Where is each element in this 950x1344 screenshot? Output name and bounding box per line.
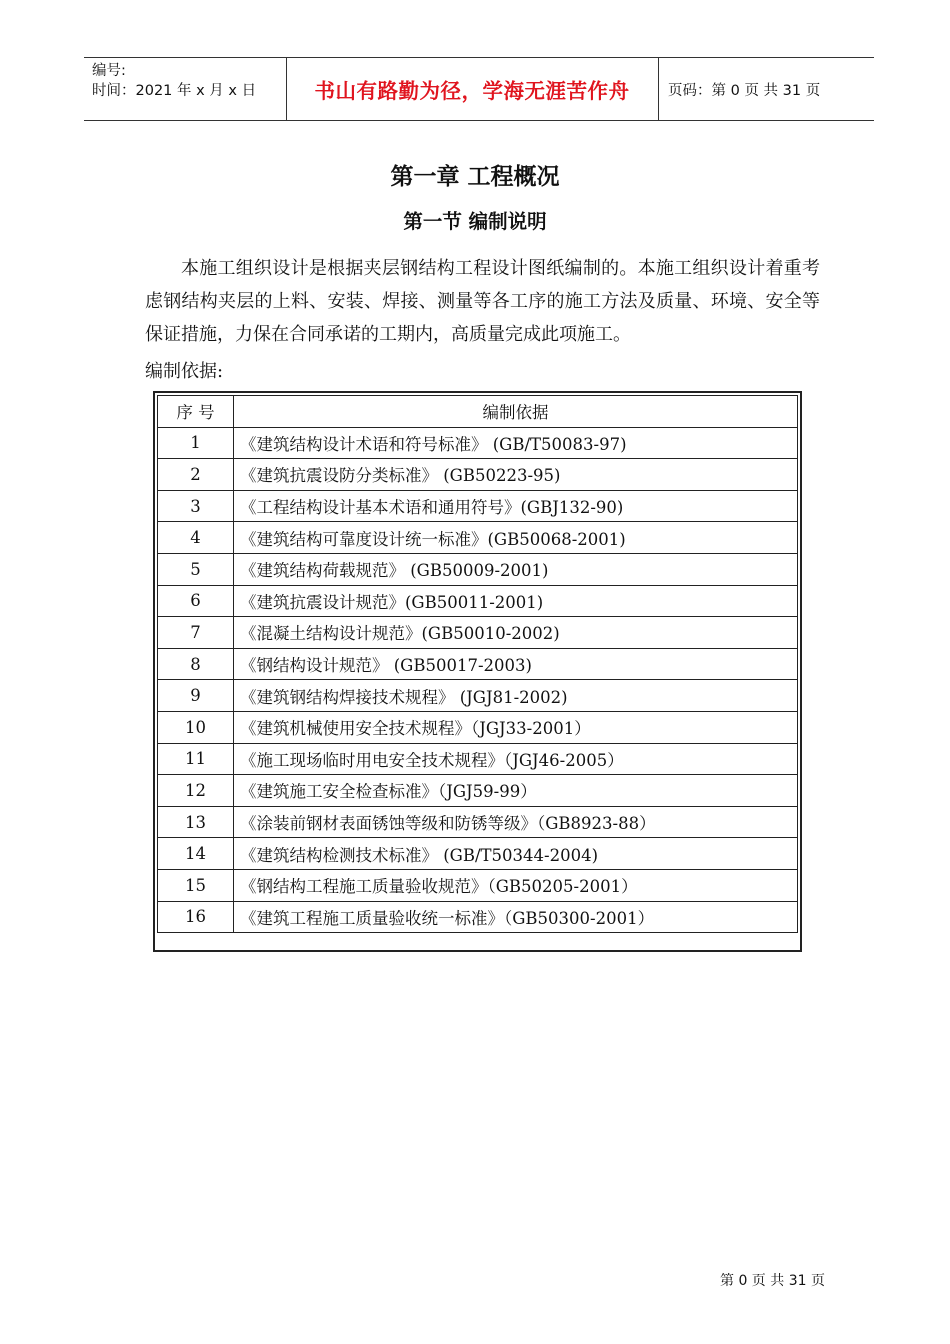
row-number: 15 (158, 869, 234, 901)
row-number: 10 (158, 711, 234, 743)
table-row (158, 648, 798, 680)
row-standard: 《钢结构工程施工质量验收规范》（GB50205-2001） (234, 869, 798, 901)
document-number-label: 编号: (92, 63, 126, 79)
row-number: 12 (158, 775, 234, 807)
table-row (158, 585, 798, 617)
table-row (158, 553, 798, 585)
table-row (158, 743, 798, 775)
table-row (158, 522, 798, 554)
row-standard: 《钢结构设计规范》 (GB50017-2003) (234, 648, 798, 680)
row-standard: 《建筑结构可靠度设计统一标准》(GB50068-2001) (234, 522, 798, 554)
table-row (158, 711, 798, 743)
table-row (158, 490, 798, 522)
row-standard: 《建筑抗震设防分类标准》 (GB50223-95) (234, 459, 798, 491)
header-meta (92, 61, 282, 101)
row-standard: 《建筑工程施工质量验收统一标准》（GB50300-2001） (234, 901, 798, 933)
column-header-basis: 编制依据 (234, 396, 798, 428)
table-row (158, 617, 798, 649)
row-standard: 《涂装前钢材表面锈蚀等级和防锈等级》（GB8923-88） (234, 806, 798, 838)
table-row (158, 459, 798, 491)
row-standard: 《建筑机械使用安全技术规程》（JGJ33-2001） (234, 711, 798, 743)
row-number: 8 (158, 648, 234, 680)
row-number: 14 (158, 838, 234, 870)
row-number: 3 (158, 490, 234, 522)
row-standard: 《建筑结构设计术语和符号标准》 (GB/T50083-97) (234, 427, 798, 459)
row-standard: 《工程结构设计基本术语和通用符号》(GBJ132-90) (234, 490, 798, 522)
table-row (158, 901, 798, 933)
header-motto: 书山有路勤为径，学海无涯苦作舟 (314, 79, 630, 103)
standards-table (153, 391, 802, 952)
row-standard: 《建筑施工安全检查标准》（JGJ59-99） (234, 775, 798, 807)
basis-label: 编制依据: (145, 361, 224, 382)
row-standard: 《混凝土结构设计规范》(GB50010-2002) (234, 617, 798, 649)
row-number: 4 (158, 522, 234, 554)
table-header-row (158, 396, 798, 428)
row-standard: 《建筑钢结构焊接技术规程》 (JGJ81-2002) (234, 680, 798, 712)
page-header (84, 57, 874, 121)
row-number: 5 (158, 553, 234, 585)
row-number: 16 (158, 901, 234, 933)
table-row (158, 775, 798, 807)
row-number: 13 (158, 806, 234, 838)
row-standard: 《建筑结构荷载规范》 (GB50009-2001) (234, 553, 798, 585)
row-number: 7 (158, 617, 234, 649)
table-row (158, 427, 798, 459)
intro-paragraph: 本施工组织设计是根据夹层钢结构工程设计图纸编制的。本施工组织设计着重考虑钢结构夹层的上料、安装、焊接、测量等各工序的施工方法及质量、环境、安全等保证措施，力保在合同承诺的工期内，高质量完成此项施工。 (145, 258, 820, 345)
table-row (158, 806, 798, 838)
row-standard: 《建筑结构检测技术标准》 (GB/T50344-2004) (234, 838, 798, 870)
table-row (158, 838, 798, 870)
row-number: 1 (158, 427, 234, 459)
table-row (158, 869, 798, 901)
row-number: 9 (158, 680, 234, 712)
row-number: 6 (158, 585, 234, 617)
section-title: 第一节 编制说明 (403, 210, 547, 233)
header-page-indicator: 页码：第 0 页 共 31 页 (668, 82, 821, 99)
document-time-label: 时间：2021 年 x 月 x 日 (92, 83, 257, 99)
row-standard: 《建筑抗震设计规范》(GB50011-2001) (234, 585, 798, 617)
header-divider (658, 58, 659, 120)
page-footer: 第 0 页 共 31 页 (720, 1273, 825, 1289)
row-number: 11 (158, 743, 234, 775)
column-header-number: 序 号 (158, 396, 234, 428)
row-standard: 《施工现场临时用电安全技术规程》（JGJ46-2005） (234, 743, 798, 775)
row-number: 2 (158, 459, 234, 491)
table-row (158, 680, 798, 712)
chapter-title: 第一章 工程概况 (390, 164, 560, 190)
